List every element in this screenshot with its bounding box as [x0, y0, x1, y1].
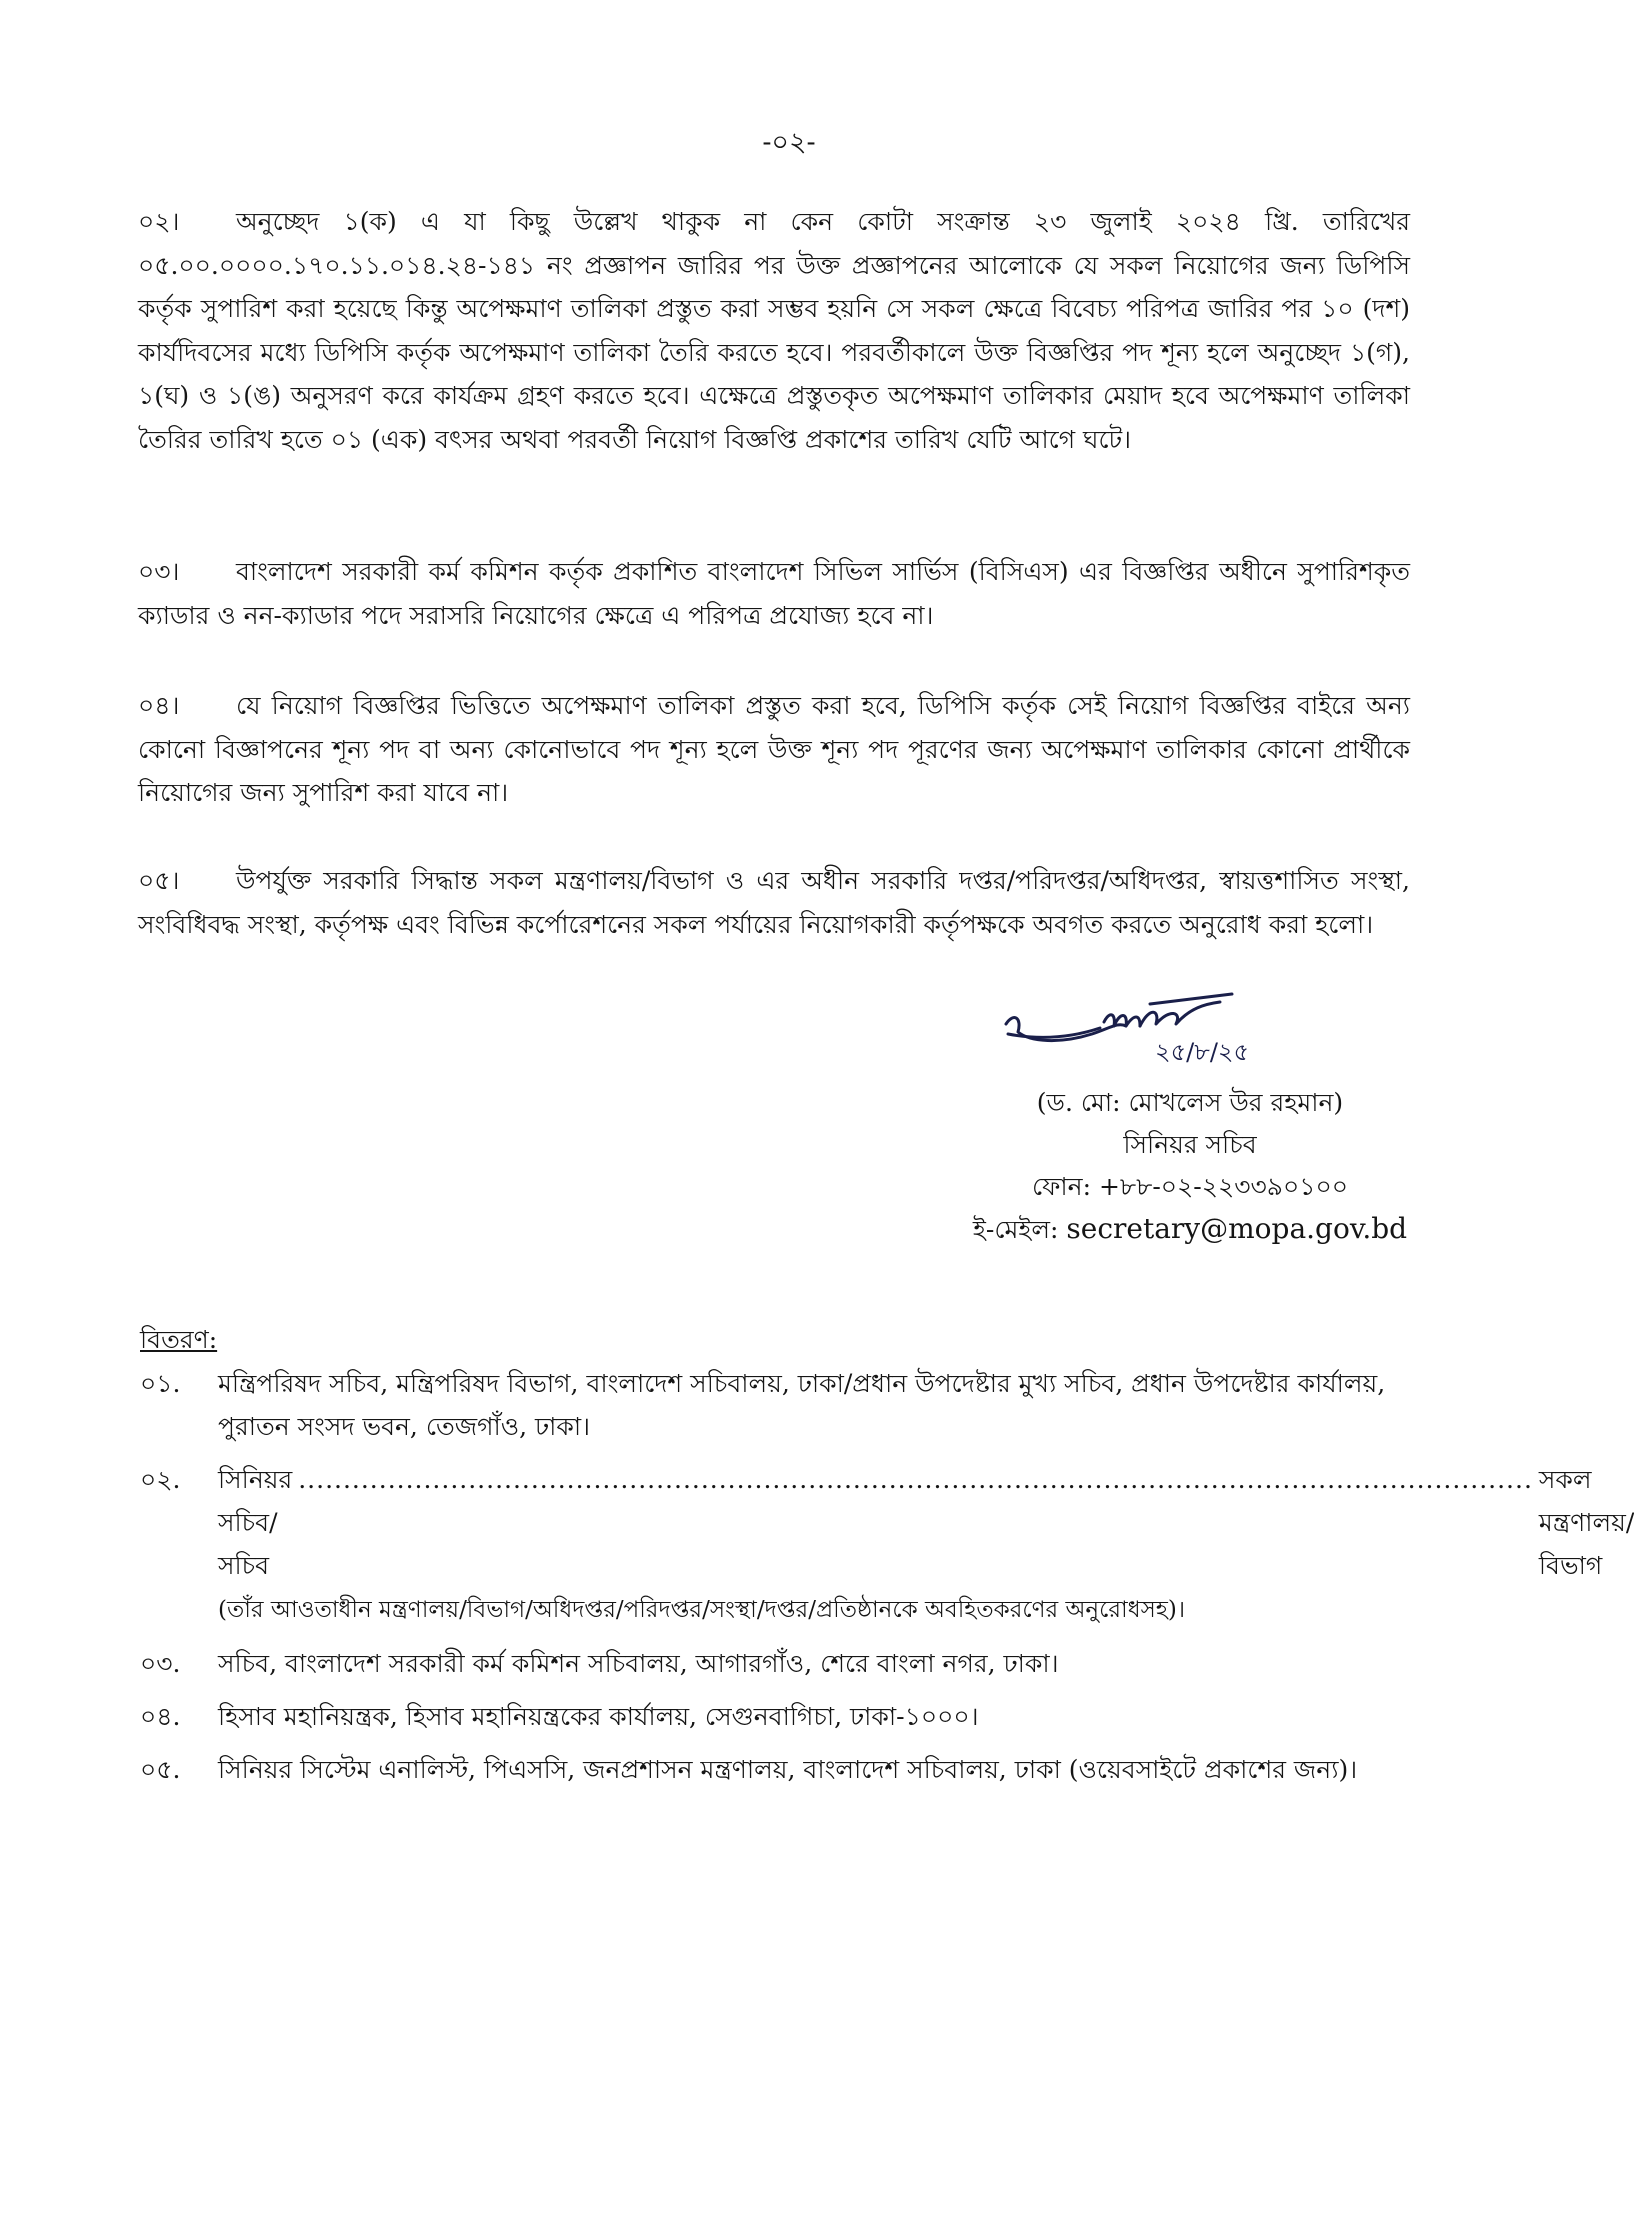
distribution-item [140, 1748, 1412, 1791]
paragraph-number: ০৫। [138, 866, 180, 895]
distribution-item [140, 1642, 1412, 1685]
leader-dots: .......................................................................................................................................... [298, 1465, 1533, 1494]
distribution-list [140, 1362, 1634, 1801]
paragraph-text: যে নিয়োগ বিজ্ঞপ্তির ভিত্তিতে অপেক্ষমাণ তালিকা প্রস্তুত করা হবে, ডিপিসি কর্তৃক সেই নিয়োগ বিজ্ঞপ্তির বাইরে অন্য কোনো বিজ্ঞাপনের শূন্য পদ বা অন্য কোনোভাবে পদ শূন্য হলে উক্ত শূন্য পদ পূরণের জন্য অপেক্ষমাণ তালিকার কোনো প্রার্থীকে নিয়োগের জন্য সুপারিশ করা যাবে না। [138, 691, 1410, 807]
page-number: -০২- [762, 127, 816, 158]
paragraph-text: উপর্যুক্ত সরকারি সিদ্ধান্ত সকল মন্ত্রণালয়/বিভাগ ও এর অধীন সরকারি দপ্তর/পরিদপ্তর/অধিদপ্তর, স্বায়ত্তশাসিত সংস্থা, সংবিধিবদ্ধ সংস্থা, কর্তৃপক্ষ এবং বিভিন্ন কর্পোরেশনের সকল পর্যায়ের নিয়োগকারী কর্তৃপক্ষকে অবগত করতে অনুরোধ করা হলো। [138, 866, 1410, 939]
distribution-heading: বিতরণ: [140, 1325, 218, 1354]
email-label: ই-মেইল: [972, 1215, 1059, 1244]
signatory-email-row [960, 1208, 1420, 1250]
distribution-item-note: (তাঁর আওতাধীন মন্ত্রণালয়/বিভাগ/অধিদপ্তর/পরিদপ্তর/সংস্থা/দপ্তর/প্রতিষ্ঠানকে অবহিতকরণের অনুরোধসহ)। [218, 1597, 1186, 1623]
distribution-item-tail: সকল মন্ত্রণালয়/বিভাগ [1538, 1465, 1634, 1580]
distribution-item-lead: সিনিয়র সচিব/সচিব [218, 1465, 293, 1580]
distribution-item-number: ০১. [140, 1369, 181, 1398]
signatory-name: (ড. মো: মোখলেস উর রহমান) [1036, 1088, 1344, 1117]
distribution-item [140, 1695, 1412, 1738]
paragraph-number: ০৪। [138, 691, 180, 720]
distribution-item-number: ০৩. [140, 1649, 181, 1678]
distribution-item [140, 1362, 1412, 1448]
paragraph-03 [138, 550, 1410, 637]
handwritten-signature [1000, 982, 1260, 1092]
distribution-item-number: ০২. [140, 1465, 181, 1494]
distribution-item-number: ০৫. [140, 1755, 181, 1784]
signature-date: ২৫/৮/২৫ [1155, 1038, 1250, 1066]
distribution-item-text: মন্ত্রিপরিষদ সচিব, মন্ত্রিপরিষদ বিভাগ, বাংলাদেশ সচিবালয়, ঢাকা/প্রধান উপদেষ্টার মুখ্য সচিব, প্রধান উপদেষ্টার কার্যালয়, পুরাতন সংসদ ভবন, তেজগাঁও, ঢাকা। [218, 1369, 1386, 1441]
distribution-item-line [218, 1458, 1634, 1587]
paragraph-04 [138, 684, 1410, 815]
distribution-item-text: সিনিয়র সিস্টেম এনালিস্ট, পিএসসি, জনপ্রশাসন মন্ত্রণালয়, বাংলাদেশ সচিবালয়, ঢাকা (ওয়েবসাইটে প্রকাশের জন্য)। [218, 1755, 1358, 1784]
email-link[interactable]: secretary@mopa.gov.bd [1066, 1212, 1408, 1245]
paragraph-text: অনুচ্ছেদ ১(ক) এ যা কিছু উল্লেখ থাকুক না কেন কোটা সংক্রান্ত ২৩ জুলাই ২০২৪ খ্রি. তারিখের ০৫.০০.০০০০.১৭০.১১.০১৪.২৪-১৪১ নং প্রজ্ঞাপন জারির পর উক্ত প্রজ্ঞাপনের আলোকে যে সকল নিয়োগের জন্য ডিপিসি কর্তৃক সুপারিশ করা হয়েছে কিন্তু অপেক্ষমাণ তালিকা প্রস্তুত করা সম্ভব হয়নি সে সকল ক্ষেত্রে বিবেচ্য পরিপত্র জারির পর ১০ (দশ) কার্যদিবসের মধ্যে ডিপিসি কর্তৃক অপেক্ষমাণ তালিকা তৈরি করতে হবে। পরবর্তীকালে উক্ত বিজ্ঞপ্তির পদ শূন্য হলে অনুচ্ছেদ ১(গ), ১(ঘ) ও ১(ঙ) অনুসরণ করে কার্যক্রম গ্রহণ করতে হবে। এক্ষেত্রে প্রস্তুতকৃত অপেক্ষমাণ তালিকার মেয়াদ হবে অপেক্ষমাণ তালিকা তৈরির তারিখ হতে ০১ (এক) বৎসর অথবা পরবর্তী নিয়োগ বিজ্ঞপ্তি প্রকাশের তারিখ যেটি আগে ঘটে। [138, 207, 1410, 454]
distribution-item [140, 1458, 1634, 1632]
distribution-item-body [218, 1458, 1634, 1632]
signatory-designation: সিনিয়র সচিব [1123, 1130, 1257, 1159]
paragraph-text: বাংলাদেশ সরকারী কর্ম কমিশন কর্তৃক প্রকাশিত বাংলাদেশ সিভিল সার্ভিস (বিসিএস) এর বিজ্ঞপ্তির অধীনে সুপারিশকৃত ক্যাডার ও নন-ক্যাডার পদে সরাসরি নিয়োগের ক্ষেত্রে এ পরিপত্র প্রযোজ্য হবে না। [138, 557, 1410, 630]
distribution-item-number: ০৪. [140, 1702, 181, 1731]
distribution-item-text: হিসাব মহানিয়ন্ত্রক, হিসাব মহানিয়ন্ত্রকের কার্যালয়, সেগুনবাগিচা, ঢাকা-১০০০। [218, 1702, 979, 1731]
distribution-item-text: সচিব, বাংলাদেশ সরকারী কর্ম কমিশন সচিবালয়, আগারগাঁও, শেরে বাংলা নগর, ঢাকা। [218, 1649, 1059, 1678]
paragraph-02 [138, 200, 1410, 461]
signature-block [960, 1082, 1420, 1250]
paragraph-05 [138, 859, 1410, 946]
paragraph-number: ০৩। [138, 557, 180, 586]
paragraph-number: ০২। [138, 207, 180, 236]
signatory-phone: ফোন: +৮৮-০২-২২৩৩৯০১০০ [1032, 1172, 1348, 1201]
